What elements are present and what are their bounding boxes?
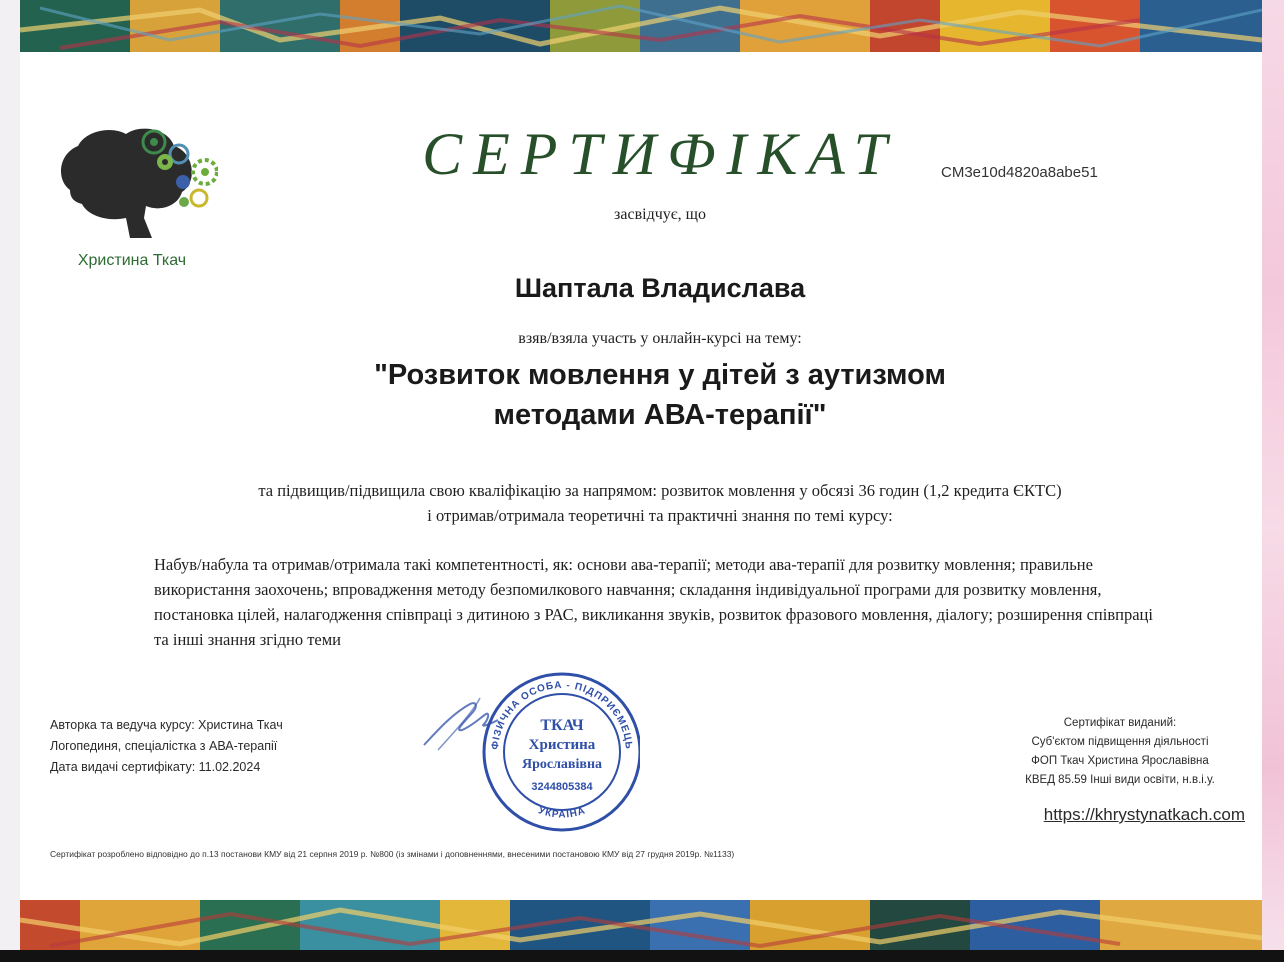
issued-by-line: КВЕД 85.59 Інші види освіти, н.в.і.у.: [1025, 774, 1215, 786]
website-link[interactable]: https://khrystynatkach.com: [1043, 805, 1245, 824]
participation-text: взяв/взяла участь у онлайн-курсі на тему:: [518, 330, 802, 347]
qualification-line: і отримав/отримала теоретичні та практичні знання по темі курсу:: [427, 506, 893, 525]
competencies-text: Набув/набула та отримав/отримала такі компетентності, як: основи ава-терапії; методи ава-терапії для розвитку мовлення; правильне використання заохочень; впровадження методу безпомилкового навчання; складання індивідуальної програми для розвитку мовлення, постановка цілей, налагодження співпраці з дитиною з РАС, викликання звуків, розвиток фразового мовлення, діалогу; розширення співпраці та інші знання згідно теми: [154, 555, 1153, 649]
stamp-outer-text: ФІЗИЧНА ОСОБА - ПІДПРИЄМЕЦЬ: [489, 679, 635, 751]
issued-by: [985, 714, 1255, 790]
stamp-code: 3244805384: [531, 781, 593, 793]
background-edge: [1262, 0, 1284, 962]
screen-bottom-edge: [0, 950, 1284, 962]
course-title-line: "Розвиток мовлення у дітей з аутизмом: [374, 359, 946, 391]
brain-logo-icon: [48, 120, 218, 245]
certificate: [20, 0, 1262, 950]
stamp-line: ТКАЧ: [540, 717, 584, 734]
certificate-id: CM3e10d4820a8abe51: [941, 164, 1098, 181]
recipient-name: Шаптала Владислава: [514, 273, 806, 303]
author-info: [50, 715, 390, 778]
issued-by-line: ФОП Ткач Христина Ярославівна: [1031, 755, 1209, 767]
issue-date: Дата видачі сертифікату: 11.02.2024: [50, 760, 261, 774]
course-title-line: методами АВА-терапії": [493, 399, 827, 431]
author-line: Логопединя, спеціалістка з АВА-терапії: [50, 739, 278, 753]
course-title: [260, 355, 1060, 435]
certificate-title: СЕРТИФІКАТ: [422, 121, 898, 187]
decorative-paint-band-top: [20, 0, 1262, 52]
qualification-text: [120, 478, 1200, 528]
stamp-line: Христина: [528, 737, 596, 753]
official-stamp: [418, 670, 640, 835]
decorative-paint-band-bottom: [20, 900, 1262, 950]
legal-footnote: Сертифікат розроблено відповідно до п.13 постанови КМУ від 21 серпня 2019 р. №800 (із змінами і доповненнями, внесеними постановою КМУ від 27 грудня 2019р. №1133): [50, 849, 735, 859]
logo-name: Христина Ткач: [77, 252, 187, 269]
qualification-line: та підвищив/підвищила свою кваліфікацію за напрямом: розвиток мовлення у обсязі 36 годин (1,2 кредита ЄКТС): [258, 481, 1062, 500]
svg-text:УКРАЇНА: [537, 805, 588, 820]
issued-by-line: Сертифікат виданий:: [1063, 717, 1177, 729]
certifies-text: засвідчує, що: [614, 206, 706, 223]
issued-by-line: Суб'єктом підвищення діяльності: [1031, 736, 1209, 748]
author-line: Авторка та ведуча курсу: Христина Ткач: [50, 718, 283, 732]
stamp-line: Ярославівна: [521, 757, 603, 772]
stamp-bottom-text: УКРАЇНА: [536, 805, 588, 821]
